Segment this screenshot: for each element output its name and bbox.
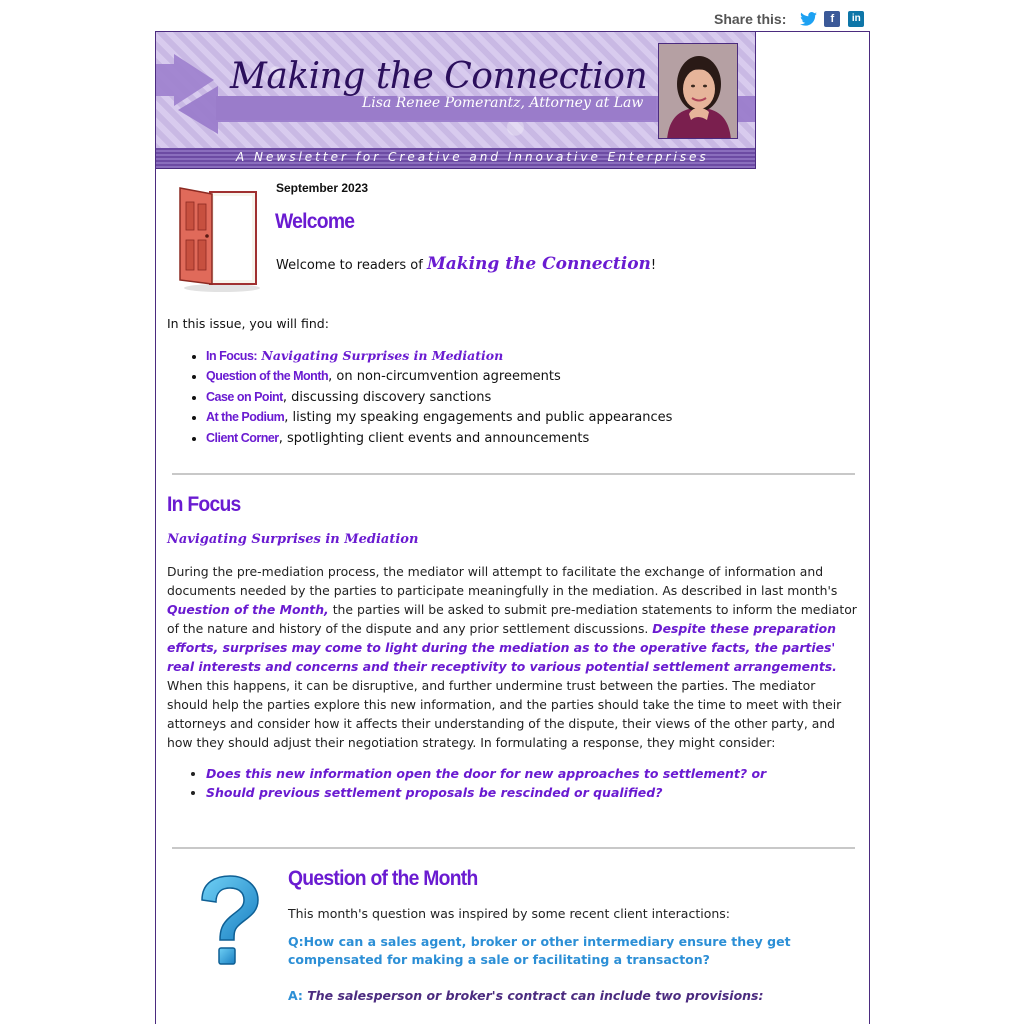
welcome-suffix: ! [650, 258, 657, 273]
welcome-text [276, 254, 656, 274]
toc-item-case-on-point [206, 387, 672, 407]
toc-link-at-the-podium[interactable]: At the Podium [206, 410, 285, 425]
banner-title: Making the Connection [230, 56, 648, 97]
in-focus-p1-emphasis: Question of the Month, [167, 602, 329, 617]
in-focus-subheading: Navigating Surprises in Mediation [167, 532, 419, 547]
author-portrait [658, 43, 738, 139]
toc-link-question-of-month[interactable]: Question of the Month [206, 369, 329, 384]
answer-text: The salesperson or broker's contract can include two provisions: [302, 988, 764, 1003]
share-label: Share this: [714, 11, 787, 27]
question-of-month-question: Q:How can a sales agent, broker or other intermediary ensure they get compensated for making a sale or facilitating a transacton? [288, 934, 791, 967]
toc-link-case-on-point[interactable]: Case on Point [206, 389, 283, 404]
in-focus-p3: When this happens, it can be disruptive, and further undermine trust between the parties. The mediator should help the parties explore this new information, and the parties should take the time to meet with their attorneys and consider how it affects their understanding of the dispute, their views of the other party, and how they should adjust their negotiation strategy. In formulating a response, they might consider: [167, 678, 842, 750]
toc-link-in-focus[interactable]: In Focus: [206, 349, 258, 363]
question-of-month-answer [288, 988, 764, 1003]
question-of-month-heading: Question of the Month [288, 867, 478, 890]
newsletter-banner [156, 32, 756, 169]
section-divider [172, 847, 855, 849]
toc-item-client-corner [206, 428, 672, 448]
toc-desc-client-corner: , spotlighting client events and announcements [278, 430, 590, 446]
welcome-heading: Welcome [275, 210, 355, 233]
banner-tagline: A Newsletter for Creative and Innovative Enterprises [236, 150, 709, 164]
toc-sub-in-focus: Navigating Surprises in Mediation [257, 348, 504, 363]
toc-desc-at-the-podium: , listing my speaking engagements and public appearances [284, 410, 673, 426]
toc-item-at-the-podium [206, 407, 672, 427]
toc-intro: In this issue, you will find: [167, 316, 329, 331]
list-item: • Should previous settlement proposals be rescinded or qualified? [206, 783, 766, 802]
in-focus-p2: the parties will be asked to submit pre-mediation statements to inform the mediator of the nature and history of the dispute and any prior settlement discussions. [167, 602, 857, 636]
list-item: • Does this new information open the door for new approaches to settlement? or [206, 764, 766, 783]
newsletter-frame [155, 31, 870, 1024]
table-of-contents [206, 346, 672, 448]
author-portrait-figure [659, 44, 738, 139]
toc-desc-question-of-month: , on non-circumvention agreements [328, 369, 561, 385]
linkedin-icon[interactable]: in [848, 11, 864, 27]
toc-item-in-focus [206, 346, 672, 366]
open-door-icon [174, 184, 264, 294]
in-focus-heading: In Focus [167, 493, 241, 516]
welcome-prefix: Welcome to readers of [276, 258, 427, 273]
in-focus-p2-emphasis: Despite these preparation efforts, surprises may come to light during the mediation as to the operative facts, the parties' real interests and concerns and their receptivity to various potential settlement arrangements. [167, 621, 837, 674]
question-of-month-intro: This month's question was inspired by some recent client interactions: [288, 906, 730, 921]
answer-prefix: A: [288, 988, 303, 1003]
toc-desc-case-on-point: , discussing discovery sanctions [282, 389, 492, 405]
facebook-icon[interactable]: f [824, 11, 840, 27]
section-divider [172, 473, 855, 475]
newsletter-name: Making the Connection [426, 254, 651, 274]
toc-item-question-of-month [206, 366, 672, 386]
in-focus-body [167, 562, 857, 752]
share-bar [714, 8, 872, 30]
toc-link-client-corner[interactable]: Client Corner [206, 430, 279, 445]
twitter-bird-shape [800, 12, 817, 26]
banner-subtitle: Lisa Renee Pomerantz, Attorney at Law [362, 95, 644, 111]
in-focus-questions [206, 764, 766, 802]
issue-date: September 2023 [276, 181, 369, 195]
twitter-icon[interactable] [800, 12, 816, 28]
question-mark-icon [194, 874, 264, 974]
in-focus-p1: During the pre-mediation process, the mediator will attempt to facilitate the exchange of information and documents needed by the parties to participate meaningfully in the mediation. As described in last month's [167, 564, 838, 598]
